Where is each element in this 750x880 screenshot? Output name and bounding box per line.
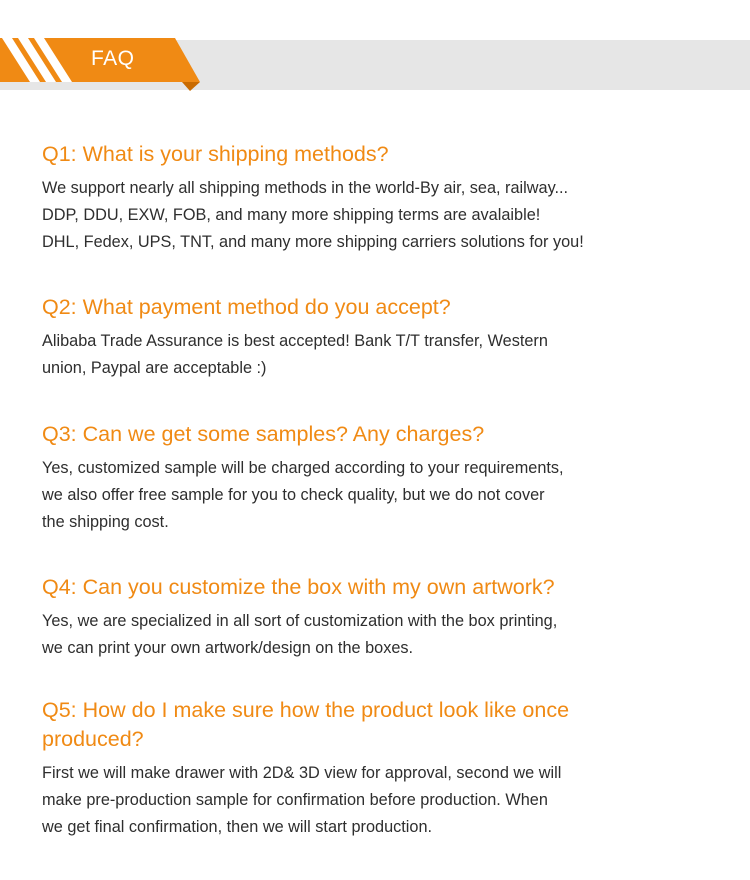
answer-line: make pre-production sample for confirmation before production. When — [42, 791, 548, 809]
answer-line: Alibaba Trade Assurance is best accepted! Bank T/T transfer, Western — [42, 332, 548, 350]
answer-line: we get final confirmation, then we will start production. — [42, 818, 433, 836]
faq-answer-1 — [42, 175, 732, 256]
faq-item-2 — [42, 293, 732, 382]
faq-item-5 — [42, 696, 732, 841]
answer-line: DDP, DDU, EXW, FOB, and many more shipping terms are avalaible! — [42, 206, 541, 224]
faq-item-3 — [42, 420, 732, 536]
faq-title: FAQ — [91, 47, 135, 70]
faq-item-4 — [42, 573, 732, 662]
faq-question-5: Q5: How do I make sure how the product look like once produced? — [42, 698, 570, 751]
answer-line: we also offer free sample for you to check quality, but we do not cover — [42, 486, 545, 504]
faq-header-banner — [0, 0, 750, 100]
answer-line: Yes, customized sample will be charged according to your requirements, — [42, 459, 564, 477]
faq-answer-3 — [42, 455, 732, 536]
faq-question-2: Q2: What payment method do you accept? — [42, 295, 451, 319]
answer-line: DHL, Fedex, UPS, TNT, and many more shipping carriers solutions for you! — [42, 233, 584, 251]
faq-question-4: Q4: Can you customize the box with my own artwork? — [42, 575, 555, 599]
answer-line: First we will make drawer with 2D& 3D view for approval, second we will — [42, 764, 562, 782]
answer-line: the shipping cost. — [42, 513, 169, 531]
answer-line: Yes, we are specialized in all sort of customization with the box printing, — [42, 612, 558, 630]
faq-answer-4 — [42, 608, 732, 662]
faq-answer-2 — [42, 328, 732, 382]
faq-item-1 — [42, 140, 732, 256]
answer-line: we can print your own artwork/design on the boxes. — [42, 639, 414, 657]
answer-line: union, Paypal are acceptable :) — [42, 359, 267, 377]
faq-answer-5 — [42, 760, 732, 841]
answer-line: We support nearly all shipping methods in the world-By air, sea, railway... — [42, 179, 569, 197]
faq-question-3: Q3: Can we get some samples? Any charges? — [42, 422, 485, 446]
faq-question-1: Q1: What is your shipping methods? — [42, 142, 389, 166]
